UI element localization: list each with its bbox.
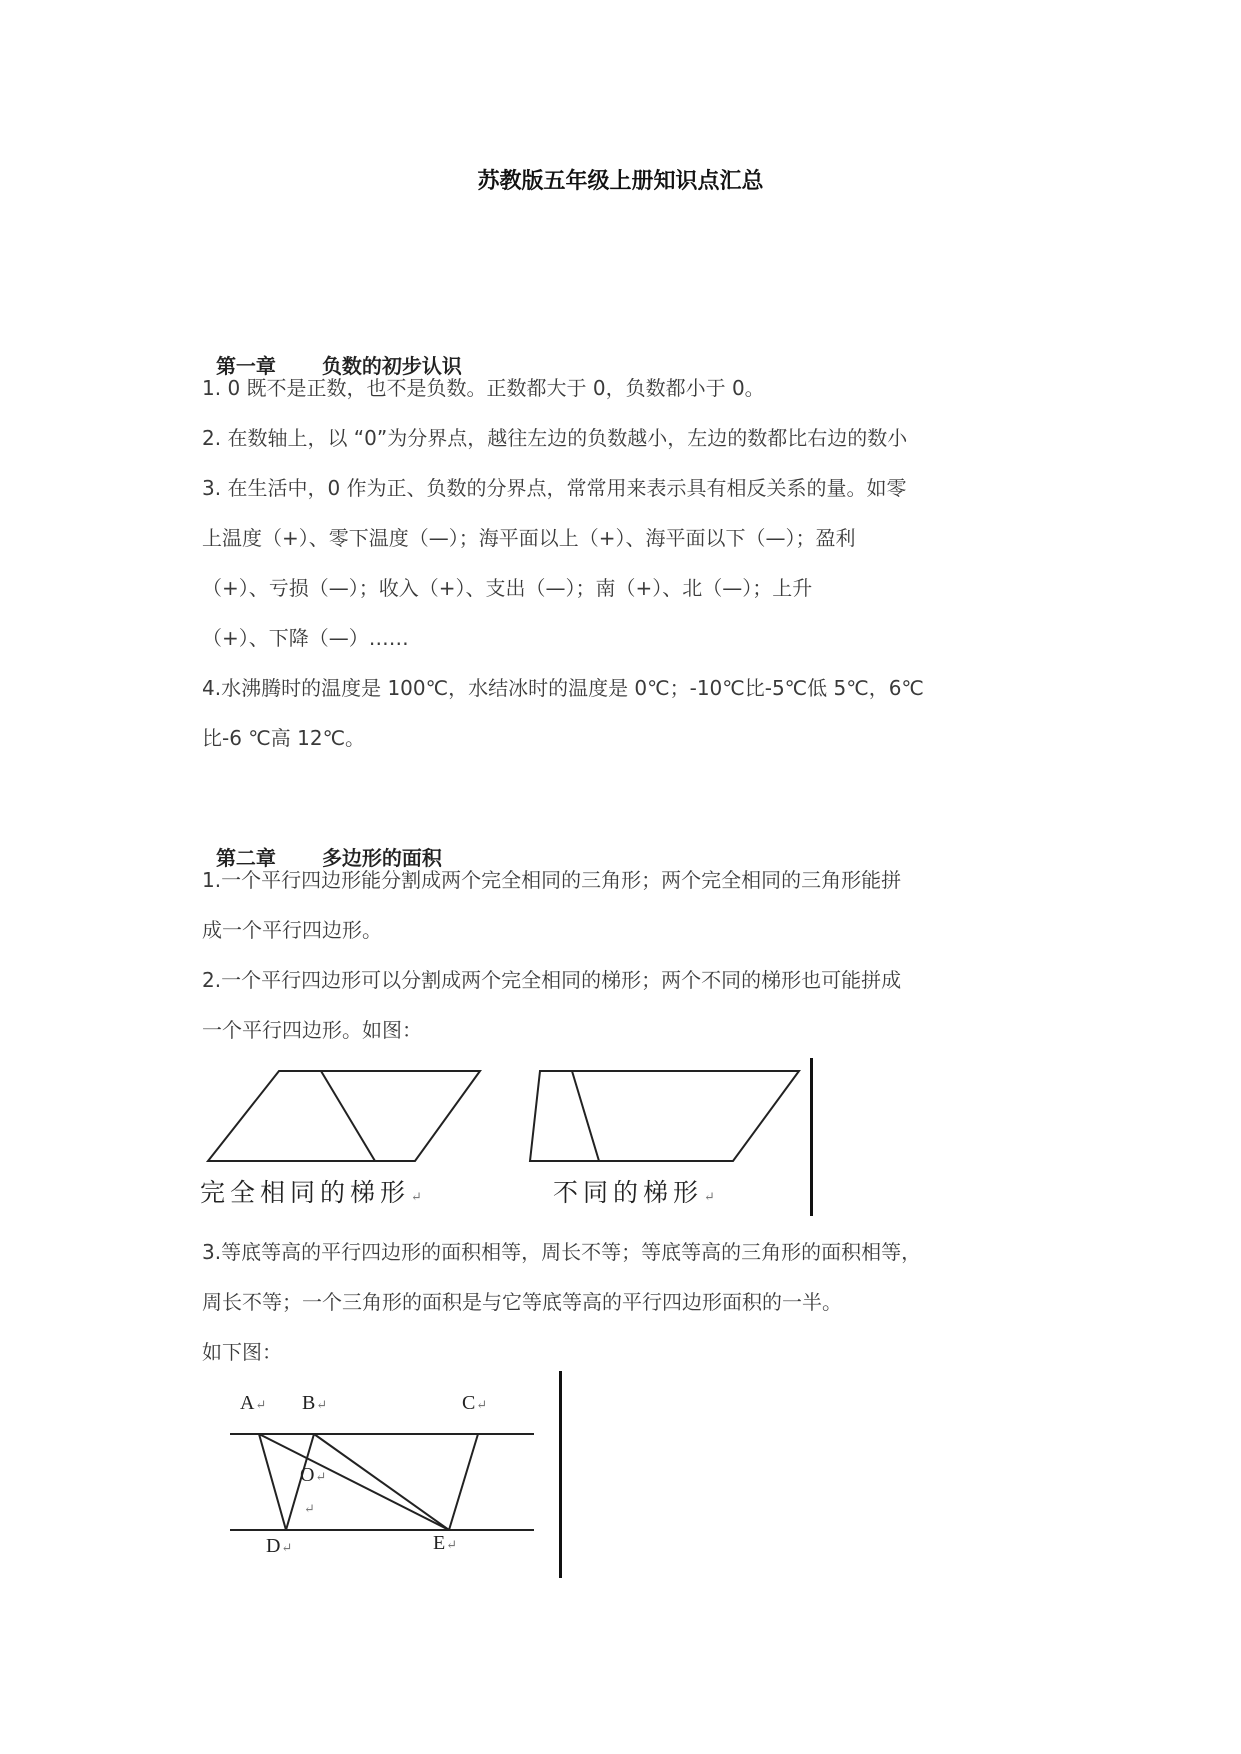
- chapter-1-line-6: （+）、下降（—）……: [202, 626, 409, 650]
- chapter-1-line-8: 比-6 ℃高 12℃。: [202, 726, 366, 750]
- chapter-2-line-5: 3.等底等高的平行四边形的面积相等，周长不等；等底等高的三角形的面积相等，: [202, 1240, 922, 1264]
- chapter-2-heading: [202, 818, 442, 871]
- return-mark-icon: ↵: [304, 1501, 315, 1516]
- figure-border-bar: [810, 1058, 813, 1216]
- point-label-B: B↵: [302, 1392, 328, 1414]
- divider-line-right: [572, 1071, 599, 1161]
- caption-identical-trapezoids: 完全相同的梯形↵: [200, 1178, 427, 1207]
- return-mark-icon: ↵: [411, 1190, 427, 1205]
- point-label-D: D↵: [266, 1535, 293, 1557]
- chapter-1-line-2: 2. 在数轴上，以 “0”为分界点，越往左边的负数越小，左边的数都比右边的数小: [202, 426, 908, 450]
- point-label-A: A↵: [240, 1392, 267, 1414]
- segment-AE: [259, 1434, 449, 1530]
- chapter-1-line-3: 3. 在生活中，0 作为正、负数的分界点，常常用来表示具有相反关系的量。如零: [202, 476, 907, 500]
- point-label-C: C↵: [462, 1392, 488, 1414]
- figure-trapezoids: [195, 1055, 815, 1220]
- parallelogram-left: [208, 1071, 480, 1161]
- chapter-2-line-3: 2.一个平行四边形可以分割成两个完全相同的梯形；两个不同的梯形也可能拼成: [202, 968, 902, 992]
- figure-triangles: [200, 1372, 550, 1582]
- chapter-2-line-4: 一个平行四边形。如图：: [202, 1018, 422, 1042]
- figure-border-bar: [559, 1371, 562, 1578]
- chapter-1-line-1: 1. 0 既不是正数，也不是负数。正数都大于 0，负数都小于 0。: [202, 376, 765, 400]
- chapter-1-number: 第一章: [215, 354, 276, 378]
- chapter-2-name: 多边形的面积: [321, 846, 442, 870]
- chapter-1-name: 负数的初步认识: [321, 354, 462, 378]
- caption-different-trapezoids: 不同的梯形↵: [553, 1178, 720, 1207]
- chapter-2-number: 第二章: [215, 846, 276, 870]
- chapter-2-line-6: 周长不等；一个三角形的面积是与它等底等高的平行四边形面积的一半。: [202, 1290, 842, 1314]
- chapter-1-heading: [202, 326, 462, 379]
- chapter-1-line-7: 4.水沸腾时的温度是 100℃，水结冰时的温度是 0℃；-10℃比-5℃低 5℃，6℃: [202, 676, 924, 700]
- point-label-O: O↵: [300, 1464, 327, 1486]
- segment-BE: [314, 1434, 449, 1530]
- chapter-2-line-7: 如下图：: [202, 1340, 282, 1364]
- chapter-1-line-4: 上温度（+）、零下温度（—）；海平面以上（+）、海平面以下（—）；盈利: [202, 526, 856, 550]
- divider-line-left: [321, 1071, 375, 1161]
- point-label-E: E↵: [433, 1532, 458, 1554]
- segment-CE: [449, 1434, 478, 1530]
- segment-AD: [259, 1434, 286, 1530]
- chapter-1-line-5: （+）、亏损（—）；收入（+）、支出（—）；南（+）、北（—）；上升: [202, 576, 813, 600]
- chapter-2-line-2: 成一个平行四边形。: [202, 918, 382, 942]
- chapter-2-line-1: 1.一个平行四边形能分割成两个完全相同的三角形；两个完全相同的三角形能拼: [202, 868, 902, 892]
- return-mark-icon: ↵: [704, 1190, 720, 1205]
- parallelogram-right: [530, 1071, 799, 1161]
- document-title: 苏教版五年级上册知识点汇总: [477, 169, 764, 194]
